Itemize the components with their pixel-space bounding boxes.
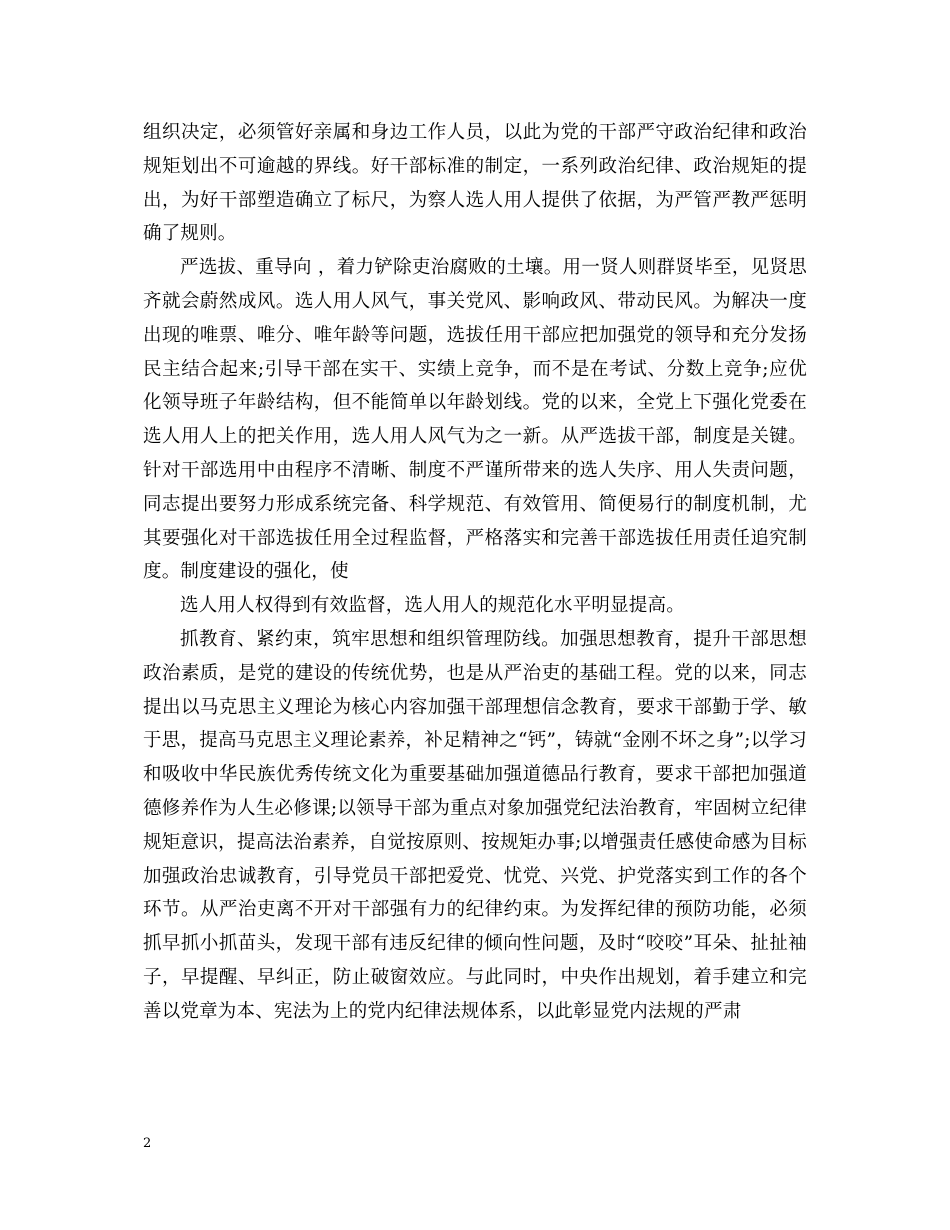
paragraph-2: 严选拔、重导向 ，着力铲除吏治腐败的土壤。用一贤人则群贤毕至，见贤思齐就会蔚然成风。选人用人风气，事关党风、影响政风、带动民风。为解决一度出现的唯票、唯分、唯年龄等问题，选拔任用干部应把加强党的领导和充分发扬民主结合起来;引导干部在实干、实绩上竞争，而不是在考试、分数上竞争;应优化领导班子年龄结构，但不能简单以年龄划线。党的以来，全党上下强化党委在选人用人上的把关作用，选人用人风气为之一新。从严选拔干部，制度是关键。针对干部选用中由程序不清晰、制度不严谨所带来的选人失序、用人失责问题，同志提出要努力形成系统完备、科学规范、有效管用、简便易行的制度机制，尤其要强化对干部选拔任用全过程监督，严格落实和完善干部选拔任用责任追究制度。制度建设的强化，使 bbox=[143, 257, 807, 583]
paragraph-1: 组织决定，必须管好亲属和身边工作人员，以此为党的干部严守政治纪律和政治规矩划出不可逾越的界线。好干部标准的制定，一系列政治纪律、政治规矩的提出，为好干部塑造确立了标尺，为察人选人用人提供了依据，为严管严教严惩明确了规则。 bbox=[143, 122, 807, 245]
page-number: 2 bbox=[143, 1136, 152, 1151]
document-body bbox=[143, 116, 807, 1029]
paragraph-3: 选人用人权得到有效监督，选人用人的规范化水平明显提高。 bbox=[180, 595, 685, 617]
paragraph-4: 抓教育、紧约束，筑牢思想和组织管理防线。加强思想教育，提升干部思想政治素质，是党的建设的传统优势，也是从严治吏的基础工程。党的以来，同志提出以马克思主义理论为核心内容加强干部理想信念教育，要求干部勤于学、敏于思，提高马克思主义理论素养，补足精神之“钙”，铸就“金刚不坏之身”;以学习和吸收中华民族优秀传统文化为重要基础加强道德品行教育，要求干部把加强道德修养作为人生必修课;以领导干部为重点对象加强党纪法治教育，牢固树立纪律规矩意识，提高法治素养，自觉按原则、按规矩办事;以增强责任感使命感为目标加强政治忠诚教育，引导党员干部把爱党、忧党、兴党、护党落实到工作的各个环节。从严治吏离不开对干部强有力的纪律约束。为发挥纪律的预防功能，必须抓早抓小抓苗头，发现干部有违反纪律的倾向性问题，及时“咬咬”耳朵、扯扯袖子，早提醒、早纠正，防止破窗效应。与此同时，中央作出规划，着手建立和完善以党章为本、宪法为上的党内纪律法规体系，以此彰显党内法规的严肃 bbox=[143, 628, 807, 1022]
